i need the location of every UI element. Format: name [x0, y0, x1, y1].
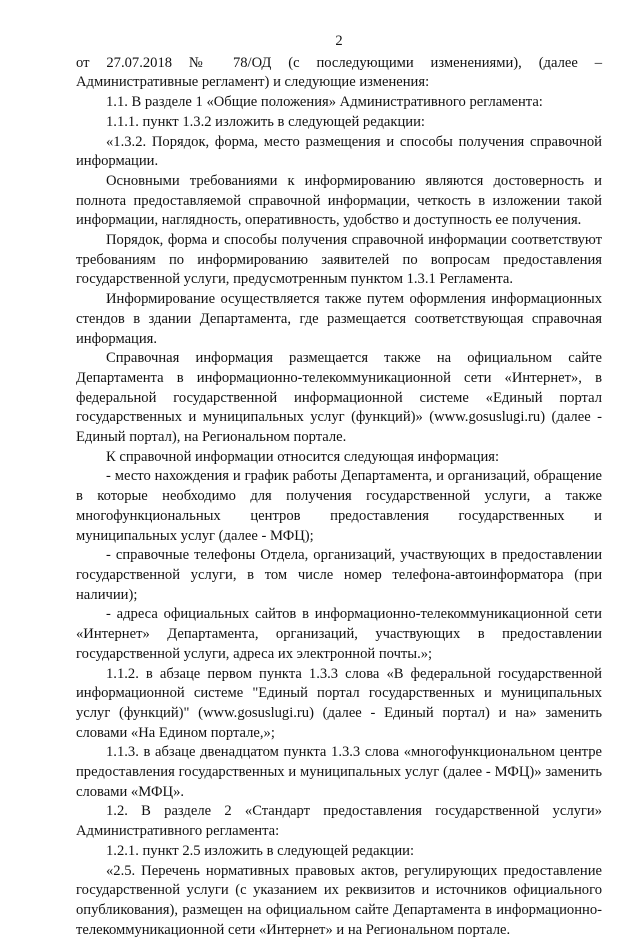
paragraph-4: «1.3.2. Порядок, форма, место размещения и способы получения справочной информации.	[76, 133, 602, 170]
paragraph-9: К справочной информации относится следующая информация:	[106, 448, 500, 465]
paragraph-15: 1.2. В разделе 2 «Стандарт предоставления государственной услуги» Административного регламента:	[76, 803, 602, 840]
paragraph-11: - справочные телефоны Отдела, организаций, участвующих в предоставлении государственной услуги, в том числе номер телефона-автоинформатора (при наличии);	[76, 547, 602, 603]
paragraph-7: Информирование осуществляется также путем оформления информационных стендов в здании Департамента, где размещается соответствующая справочная информация.	[76, 291, 602, 347]
paragraph-10: - место нахождения и график работы Департамента, и организаций, обращение в которые необходимо для получения государственной услуги, а также многофункциональных центров предоставления государственных и муниципальных услуг (далее - МФЦ);	[76, 468, 602, 544]
paragraph-3: 1.1.1. пункт 1.3.2 изложить в следующей редакции:	[106, 113, 425, 130]
paragraph-1: от 27.07.2018 № 78/ОД (с последующими изменениями), (далее – Административные регламент) и следующие изменения:	[76, 54, 602, 91]
paragraph-5: Основными требованиями к информированию являются достоверность и полнота предоставляемой справочной информации, четкость в изложении такой информации, наглядность, оперативность, удобство и доступность ее получения.	[76, 172, 602, 229]
paragraph-13: 1.1.2. в абзаце первом пункта 1.3.3 слова «В федеральной государственной информационной системе "Единый портал государственных и муниципальных услуг (функций)" (www.gosuslugi.ru) (далее - Единый портал) и на» заменить словами «На Едином портале,»;	[76, 665, 602, 741]
page-number: 2	[335, 33, 343, 49]
paragraph-8: Справочная информация размещается также на официальном сайте Департамента в информационно-телекоммуникационной сети «Интернет», в федеральной государственной информационной системе «Единый портал государственных и муниципальных услуг (функций)» (www.gosuslugi.ru) (далее - Единый портал), на Региональном портале.	[76, 350, 602, 446]
paragraph-2: 1.1. В разделе 1 «Общие положения» Административного регламента:	[106, 94, 543, 111]
paragraph-14: 1.1.3. в абзаце двенадцатом пункта 1.3.3 слова «многофункциональном центре предоставления государственных и муниципальных услуг (далее - МФЦ)» заменить словами «МФЦ».	[76, 744, 602, 800]
paragraph-6: Порядок, форма и способы получения справочной информации соответствуют требованиям по информированию заявителей по вопросам предоставления государственной услуги, предусмотренным пунктом 1.3.1 Регламента.	[76, 232, 602, 288]
paragraph-16: 1.2.1. пункт 2.5 изложить в следующей редакции:	[106, 842, 415, 859]
paragraph-12: - адреса официальных сайтов в информационно-телекоммуникационной сети «Интернет» Департамента, организаций, участвующих в предоставлении государственной услуги, адреса их электронной почты.»;	[76, 606, 602, 662]
paragraph-17: «2.5. Перечень нормативных правовых актов, регулирующих предоставление государственной услуги (с указанием их реквизитов и источников официального опубликования), размещен на официальном сайте Департамента в информационно-телекоммуникационной сети «Интернет» и на Региональном портале.	[76, 862, 602, 938]
document-page	[76, 32, 602, 940]
